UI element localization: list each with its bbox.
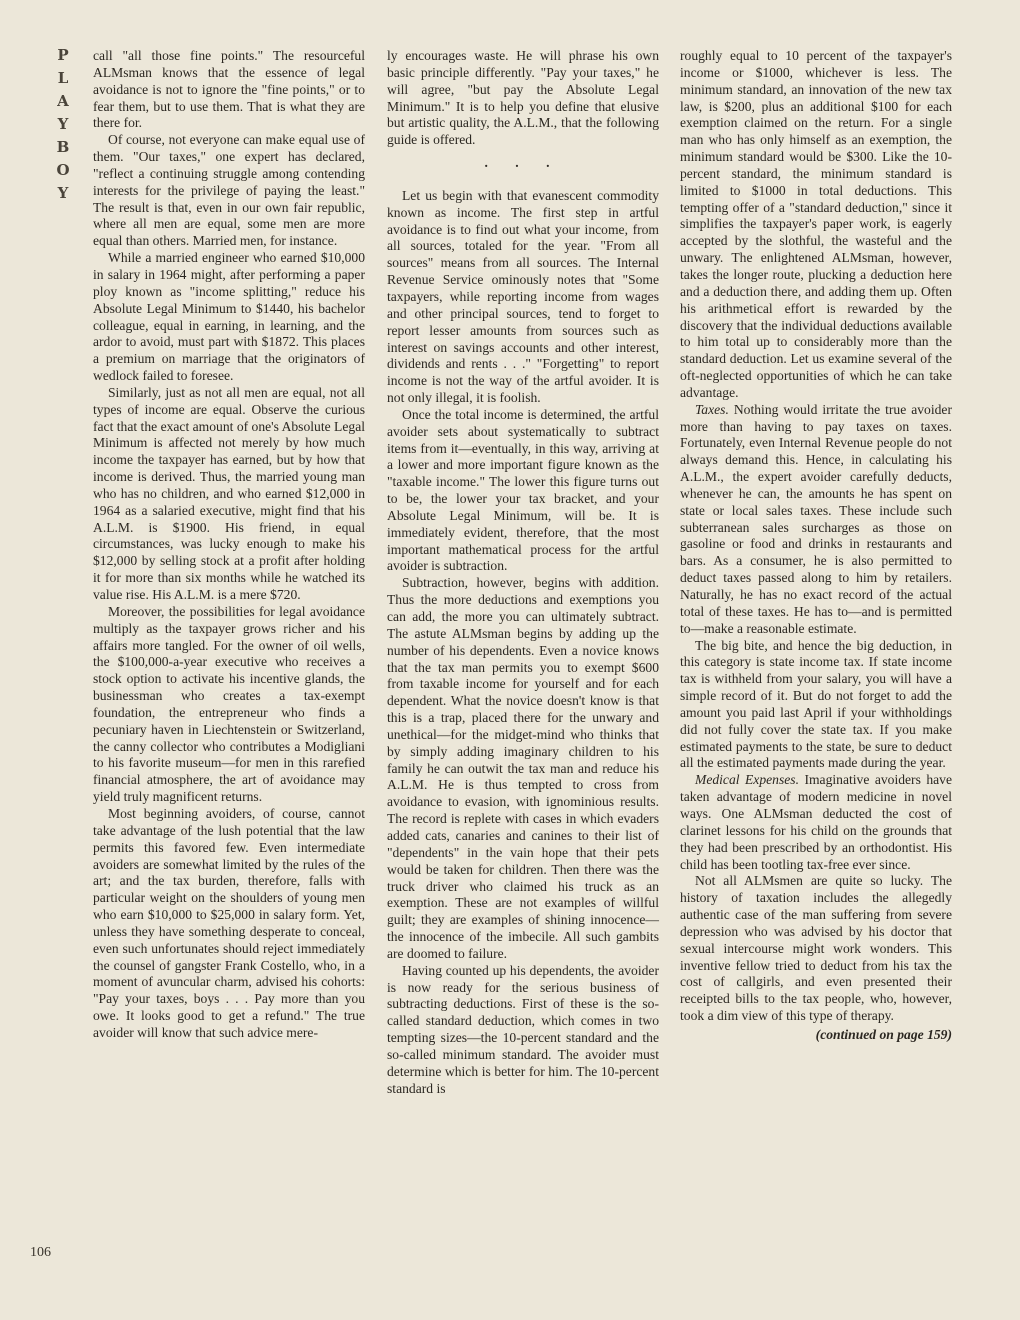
page-number: 106 [30, 1245, 51, 1260]
paragraph: Of course, not everyone can make equal use of them. "Our taxes," one expert has declared, "reflect a continuing struggle among contending interests for the privilege of paying the least." The result is that, even in our own fair republic, where all men are equal, some men are more equal than others. Married men, for instance. [93, 132, 365, 249]
paragraph: Having counted up his dependents, the avoider is now ready for the serious business of subtracting deductions. First of these is the so-called standard deduction, which comes in two tempting sizes—the 10-percent standard and the so-called minimum standard. The avoider must determine which is better for him. The 10-percent standard is [387, 962, 659, 1096]
paragraph: Subtraction, however, begins with addition. Thus the more deductions and exemptions you can add, the more you can ultimately subtract. The astute ALMsman begins by adding up the number of his dependents. Even a novice knows that the tax man permits you to exempt $600 from taxable income for yourself and for each dependent. What the novice doesn't know is that this is a trap, placed there for the unwary and unethical—for the midget-mind who thinks that by simply adding imaginary children to his family he can outwit the tax man and reduce his A.L.M. He is thus tempted to cross from avoidance to evasion, with ignominious results. The record is replete with cases in which evaders added cats, canaries and canines to their list of "dependents" in the vain hope that their pets would be taken for children. Then there was the truck driver who claimed his truck as an exemption. These are not examples of willful guilt; they are examples of shining innocence—the innocence of the imbecile. All such gambits are doomed to failure. [387, 575, 659, 961]
continued-on-link[interactable]: (continued on page 159) [815, 1026, 952, 1042]
text-column-1 [93, 48, 365, 1042]
section-divider: . . . [484, 155, 562, 171]
paragraph [680, 402, 952, 638]
masthead-letter: A [57, 92, 69, 110]
masthead-letter: P [57, 46, 69, 64]
paragraph: Moreover, the possibilities for legal avoidance multiply as the taxpayer grows richer and his affairs more tangled. For the owner of oil wells, the $100,000-a-year executive who receives a stock option to activate his incentive glands, the businessman who creates a tax-exempt foundation, the entrepreneur who finds a pecuniary haven in Liechtenstein or Switzerland, the canny collector who contributes a Modigliani to his favorite museum—for men in this rarefied financial atmosphere, the art of avoidance may yield truly magnificent returns. [93, 603, 365, 805]
paragraph: While a married engineer who earned $10,000 in salary in 1964 might, after performing a paper ploy known as "income splitting," reduce his Absolute Legal Minimum to $1440, his bachelor colleague, equal in earning, in learning, and the ardor to avoid, must part with $1872. This places a premium on marriage that the originators of wedlock failed to foresee. [93, 250, 365, 384]
masthead-letter: O [56, 161, 70, 179]
paragraph: The big bite, and hence the big deduction, in this category is state income tax. If state income tax is withheld from your salary, you will have a simple record of it. But do not forget to add the amount you paid last April if your withholdings did not fully cover the state tax. If you make estimated payments to the state, be sure to deduct all the estimated payments made during the year. [680, 637, 952, 771]
paragraph: Most beginning avoiders, of course, cannot take advantage of the lush potential that the law permits this favored few. Even intermediate avoiders are somewhat limited by the rules of the art; and the tax burden, therefore, falls with particular weight on the shoulders of young men who earn $10,000 to $25,000 in salary form. Yet, unless they have something desperate to conceal, even such unfortunates should reject immediately the counsel of gangster Frank Costello, who, in a moment of avuncular charm, advised his cohorts: "Pay your taxes, boys . . . Pay more than you owe. It looks good to get a refund." The true avoider will know that such advice mere- [93, 805, 365, 1040]
paragraph-body: Nothing would irritate the true avoider more than having to pay taxes on taxes. Fortunately, even Internal Revenue people do not always demand this. Hence, in calculating his A.L.M., the expert avoider carefully deducts, whenever he can, the amounts he has spent on state or local sales taxes. These include such subterranean sales surcharges as those on gasoline or food and drinks in restaurants and bars. As a consumer, he is also permitted to deduct taxes passed along to him by retailers. Naturally, he has no exact record of the actual total of these taxes. He has to—and is permitted to—make a reasonable estimate. [680, 401, 952, 636]
masthead-letter: L [57, 69, 69, 87]
paragraph: Once the total income is determined, the artful avoider sets about systematically to subtract items from it—eventually, in this way, arriving at a lower and more important figure known as the "taxable income." The lower this figure turns out to be, the lower your tax bracket, and your Absolute Legal Minimum, will be. It is immediately evident, therefore, that the most important mathematical process for the artful avoider is subtraction. [387, 406, 659, 574]
paragraph-body: Imaginative avoiders have taken advantage of modern medicine in novel ways. One ALMsman deducted the cost of clarinet lessons for his child on the grounds that they had been prescribed by an orthodontist. His child has been tootling tax-free ever since. [680, 772, 952, 872]
paragraph: ly encourages waste. He will phrase his own basic principle differently. "Pay your taxes," he will agree, "but pay the Absolute Legal Minimum." It is to help you define that elusive but artistic quality, the A.L.M., that the following guide is offered. [387, 48, 659, 148]
paragraph: Similarly, just as not all men are equal, not all types of income are equal. Observe the curious fact that the exact amount of one's Absolute Legal Minimum is affected not merely by how much income the taxpayer has earned, but by how that income is derived. Thus, the married young man who has no children, and who earned $12,000 in 1964 as a salaried executive, might find that his A.L.M. is $1900. His friend, in equal circumstances, was lucky enough to make his $12,000 by selling stock at a profit after holding it for more than six months while he watched its value rise. His A.L.M. is a mere $720. [93, 384, 365, 602]
text-column-2 [387, 48, 659, 1097]
masthead-letter: Y [57, 184, 69, 202]
text-column-3 [680, 48, 952, 1044]
masthead-letter: Y [57, 115, 69, 133]
masthead-letter: B [56, 138, 70, 156]
masthead-playboy [52, 44, 74, 205]
paragraph: call "all those fine points." The resourceful ALMsman knows that the essence of legal avoidance is not to ignore the "fine points," or to fear them, but to use them. That is what they are there for. [93, 48, 365, 131]
paragraph [680, 772, 952, 873]
paragraph: Let us begin with that evanescent commodity known as income. The first step in artful avoidance is to find out what your income, from all sources, totaled for the year. "From all sources" means from all sources. The Internal Revenue Service ominously notes that "Some taxpayers, while reporting income from wages and other principal sources, tend to forget to report lesser amounts from sources such as interest on savings accounts and other interest, dividends and rents . . ." "Forgetting" to report income is not the way of the artful avoider. It is not only illegal, it is foolish. [387, 187, 659, 406]
subhead-medical-expenses: Medical Expenses. [695, 772, 799, 788]
subhead-taxes: Taxes. [695, 401, 729, 417]
paragraph: Not all ALMsmen are quite so lucky. The history of taxation includes the allegedly authentic case of the man suffering from severe depression who was advised by his doctor that sexual intercourse might work wonders. This inventive fellow tried to deduct from his tax the cost of callgirls, and even presented their receipted bills to the tax people, who, however, took a dim view of this type of therapy. [680, 873, 952, 1024]
paragraph: roughly equal to 10 percent of the taxpayer's income or $1000, whichever is less. The minimum standard, an innovation of the new tax law, is $200, plus an additional $100 for each exemption claimed on the return. For a single man who has only himself as an exemption, the minimum standard would be $300. Like the 10-percent standard, the minimum standard is limited to $1000 in total deductions. This tempting offer of a "standard deduction," since it simplifies the taxpayer's paper work, is eagerly accepted by the slothful, the wasteful and the unwary. The enlightened ALMsman, however, takes the longer route, plucking a deduction here and a deduction there, and adding them up. Often his arithmetical effort is rewarded by the discovery that the individual deductions available to him total up to considerably more than the standard deduction. Let us examine several of the oft-neglected opportunities of which he can take advantage. [680, 48, 952, 400]
